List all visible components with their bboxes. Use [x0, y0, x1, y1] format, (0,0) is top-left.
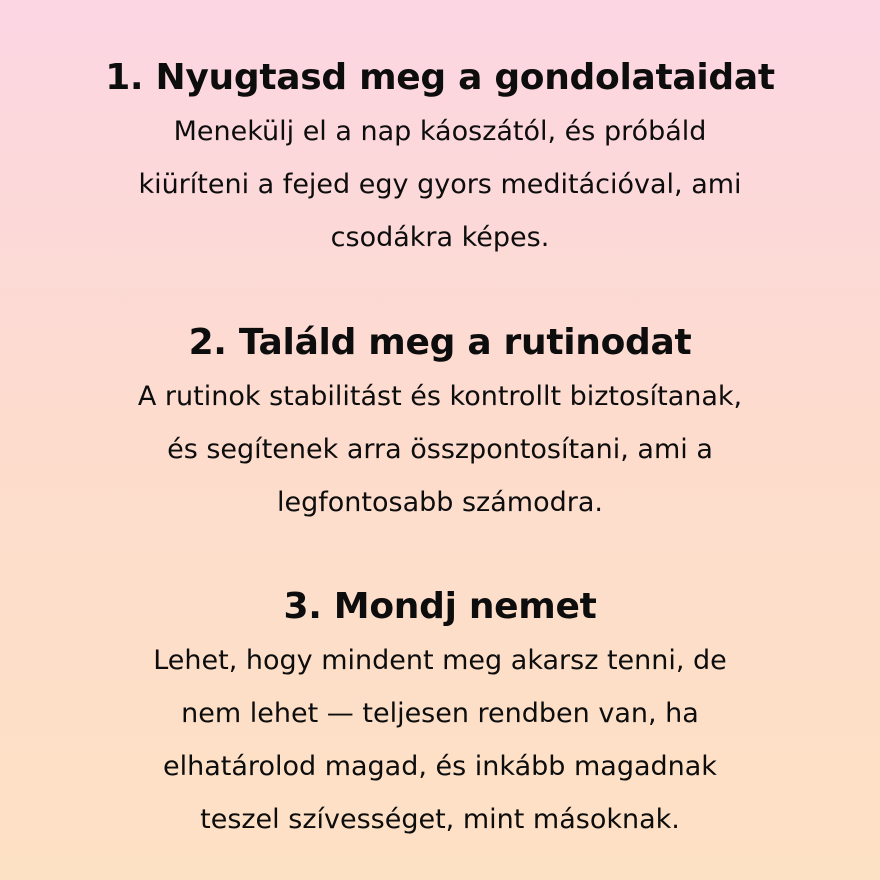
tip-heading-2: 2. Találd meg a rutinodat — [188, 322, 692, 363]
tip-body-line: elhatárolod magad, és inkább magadnak — [163, 751, 717, 782]
tip-body-3 — [0, 634, 880, 846]
tip-section-3 — [0, 583, 880, 846]
tip-body-line: A rutinok stabilitást és kontrollt biztosítanak, — [137, 381, 743, 412]
tip-body-line: teszel szívességet, mint másoknak. — [200, 804, 680, 835]
tip-body-line: és segítenek arra összpontosítani, ami a — [167, 434, 713, 465]
tip-body-line: legfontosabb számodra. — [277, 487, 603, 518]
tip-body-2 — [0, 370, 880, 529]
tip-heading-1: 1. Nyugtasd meg a gondolataidat — [105, 57, 775, 98]
tip-body-line: nem lehet — teljesen rendben van, ha — [181, 698, 699, 729]
tip-section-1 — [0, 54, 880, 264]
tip-body-line: Menekülj el a nap káoszától, és próbáld — [173, 116, 707, 147]
tip-body-line: csodákra képes. — [330, 222, 550, 253]
tip-section-2 — [0, 319, 880, 529]
tip-heading-3: 3. Mondj nemet — [283, 586, 597, 627]
tip-body-line: Lehet, hogy mindent meg akarsz tenni, de — [153, 645, 727, 676]
tip-body-line: kiüríteni a fejed egy gyors meditációval, ami — [138, 169, 742, 200]
tip-body-1 — [0, 105, 880, 264]
